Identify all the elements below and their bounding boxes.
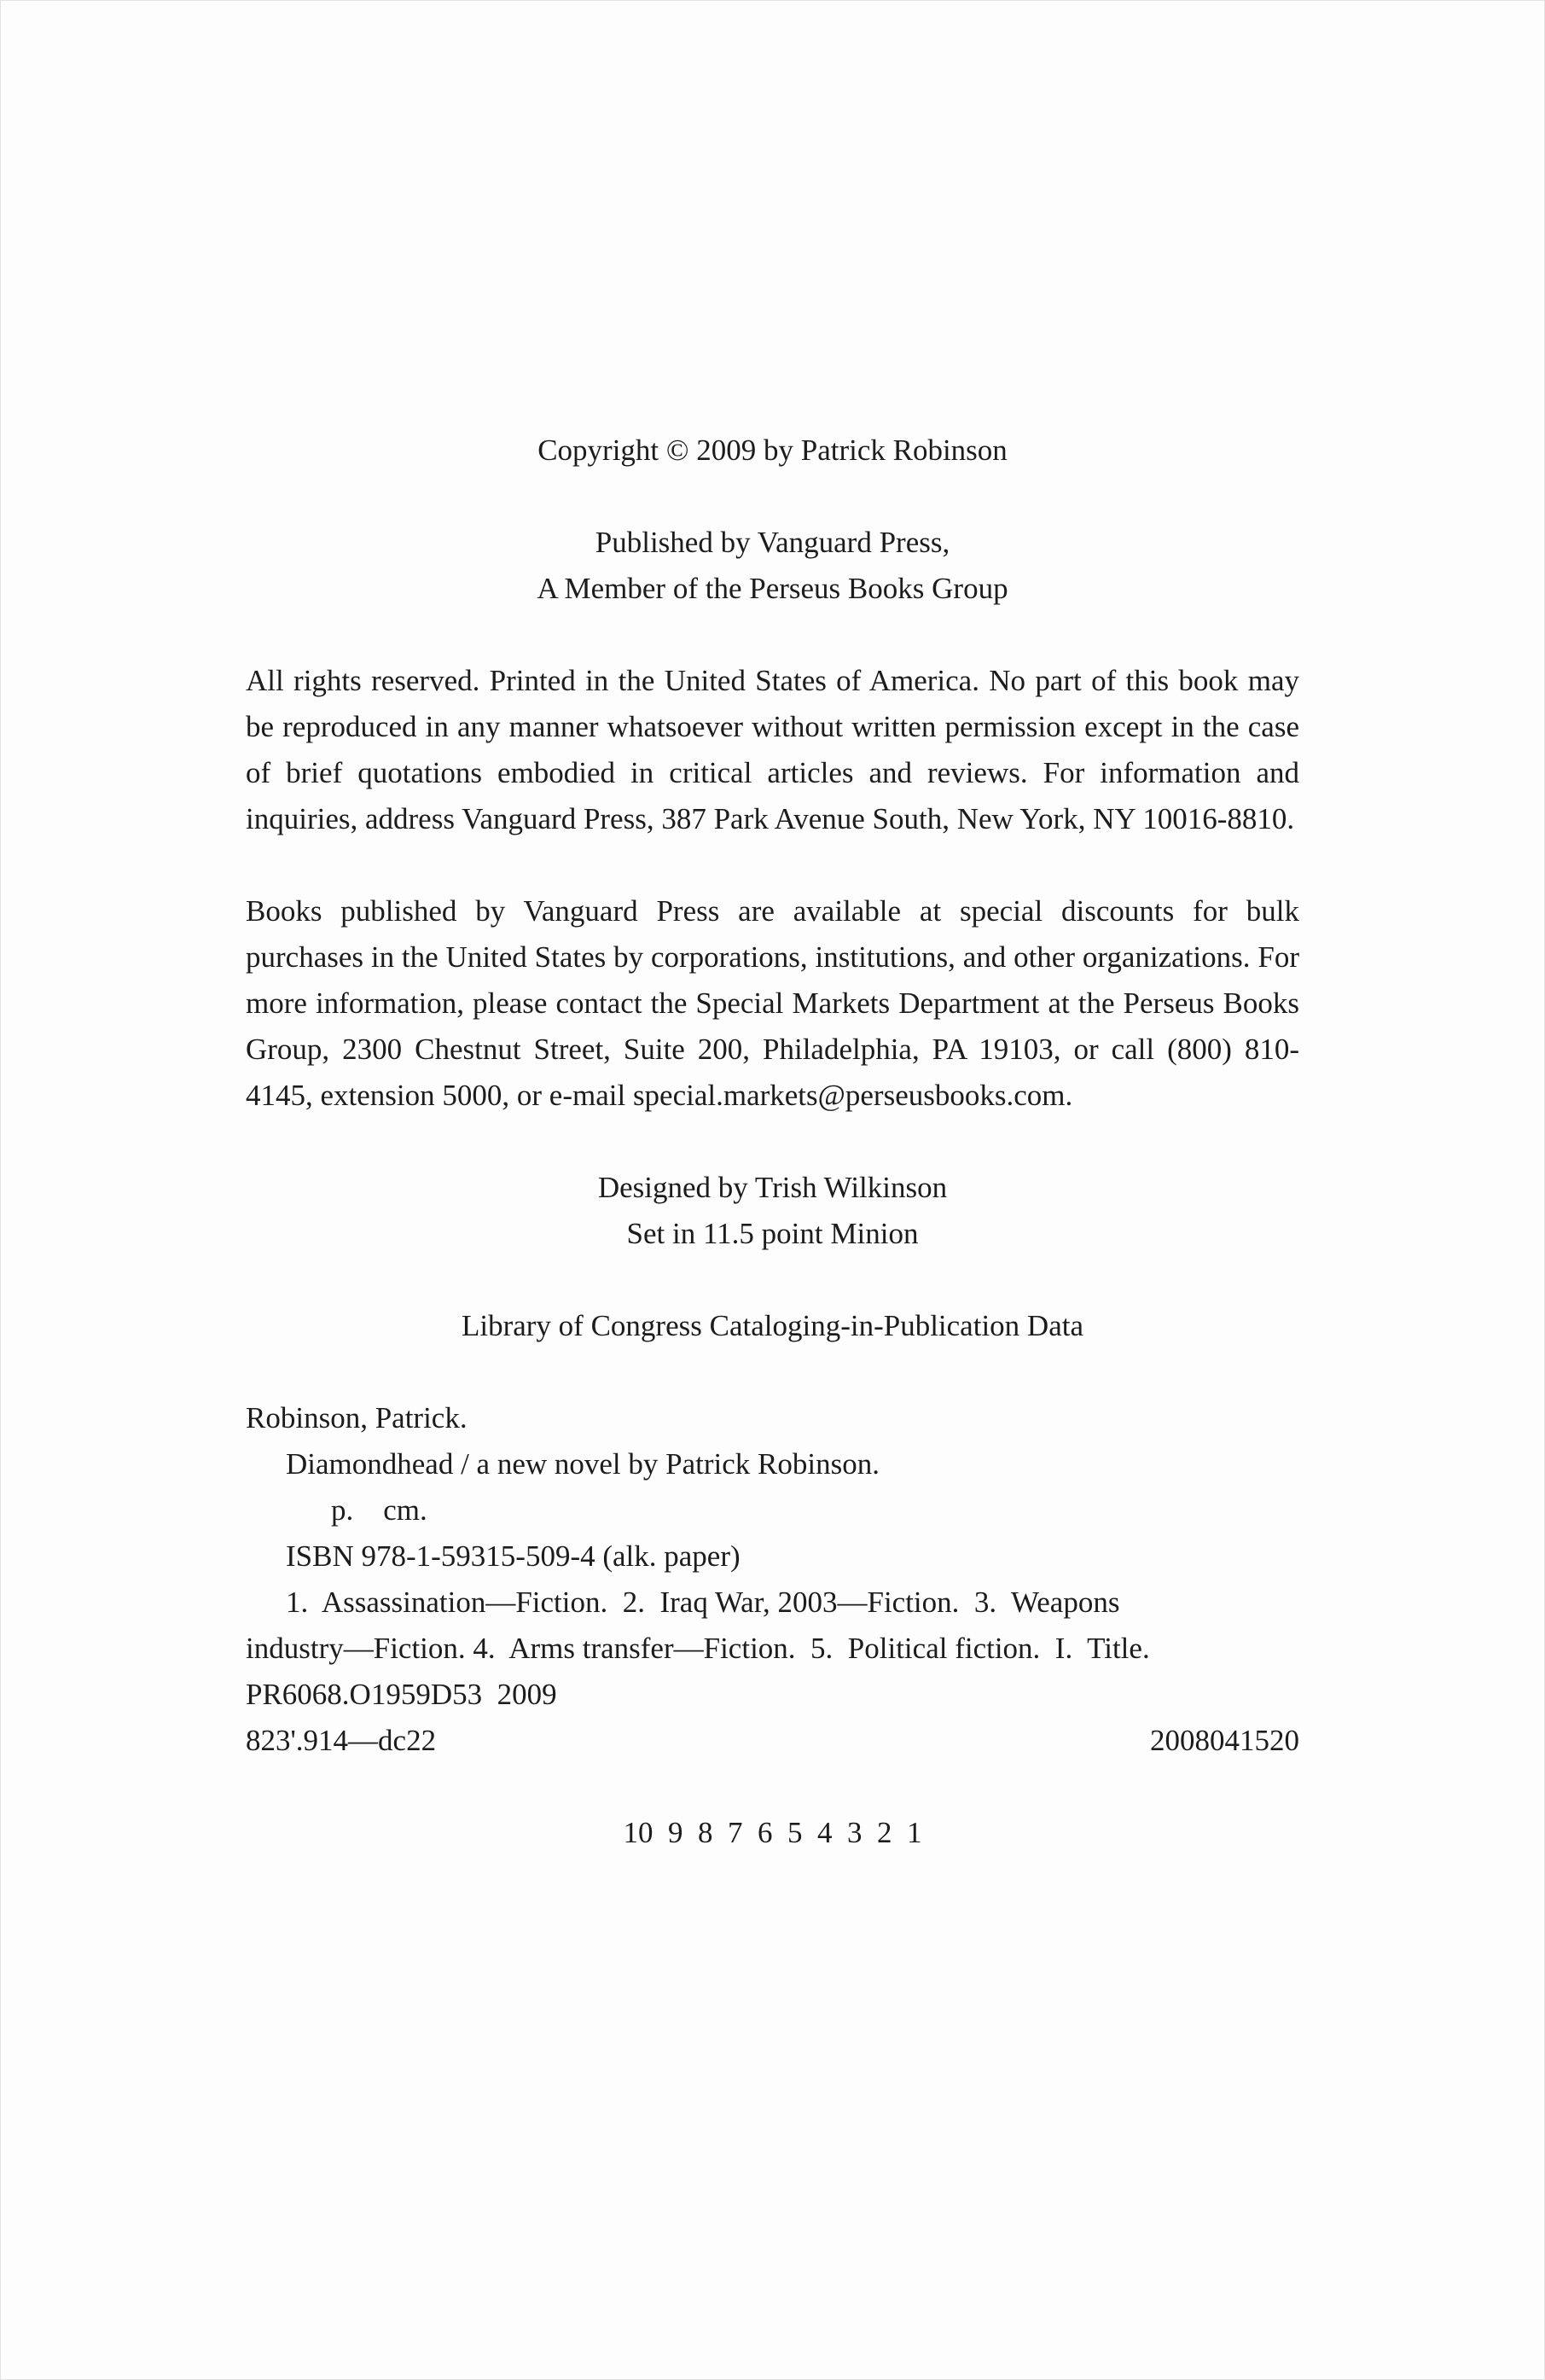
printers-key-line: 10 9 8 7 6 5 4 3 2 1 bbox=[623, 1816, 922, 1849]
cip-author: Robinson, Patrick. bbox=[246, 1401, 468, 1434]
cip-block bbox=[246, 1395, 1299, 1764]
discounts-paragraph: Books published by Vanguard Press are available at special discounts for bulk purchases in the United States by corporations, institutions, and other organizations. For more information, please contact the Special Markets Department at the Perseus Books Group, 2300 Chestnut Street, Suite 200, Philadelphia, PA 19103, or call (800) 810-4145, extension 5000, or e-mail special.markets@perseusbooks.com. bbox=[246, 894, 1299, 1112]
cip-subjects-line-2: industry—Fiction. 4. Arms transfer—Fiction. 5. Political fiction. I. Title. bbox=[246, 1632, 1150, 1665]
cip-lccn-number: 2008041520 bbox=[1150, 1724, 1299, 1757]
cip-dewey-number: 823'.914—dc22 bbox=[246, 1724, 437, 1757]
rights-paragraph: All rights reserved. Printed in the United States of America. No part of this book may be reproduced in any manner whatsoever without written permission except in the case of brief quotations embodied in critical articles and reviews. For information and inquiries, address Vanguard Press, 387 Park Avenue South, New York, NY 10016-8810. bbox=[246, 664, 1299, 835]
cip-isbn-line: ISBN 978-1-59315-509-4 (alk. paper) bbox=[286, 1539, 741, 1573]
cip-call-number-line: PR6068.O1959D53 2009 bbox=[246, 1678, 557, 1711]
cip-title-line: Diamondhead / a new novel by Patrick Robinson. bbox=[286, 1447, 880, 1481]
cip-dewey-row bbox=[246, 1718, 1299, 1764]
copyright-line: Copyright © 2009 by Patrick Robinson bbox=[537, 434, 1008, 467]
cip-pagination-line: p. cm. bbox=[331, 1493, 427, 1527]
design-block bbox=[246, 1165, 1299, 1257]
cip-subjects-line-1: 1. Assassination—Fiction. 2. Iraq War, 2003—Fiction. 3. Weapons bbox=[286, 1586, 1120, 1619]
publisher-block bbox=[246, 520, 1299, 612]
designer-line: Designed by Trish Wilkinson bbox=[597, 1171, 948, 1204]
publisher-line-1: Published by Vanguard Press, bbox=[595, 526, 950, 559]
typeface-line: Set in 11.5 point Minion bbox=[626, 1217, 919, 1250]
loc-cataloging-heading: Library of Congress Cataloging-in-Publication Data bbox=[461, 1309, 1083, 1342]
publisher-line-2: A Member of the Perseus Books Group bbox=[537, 572, 1008, 605]
copyright-page bbox=[1, 1, 1544, 1856]
